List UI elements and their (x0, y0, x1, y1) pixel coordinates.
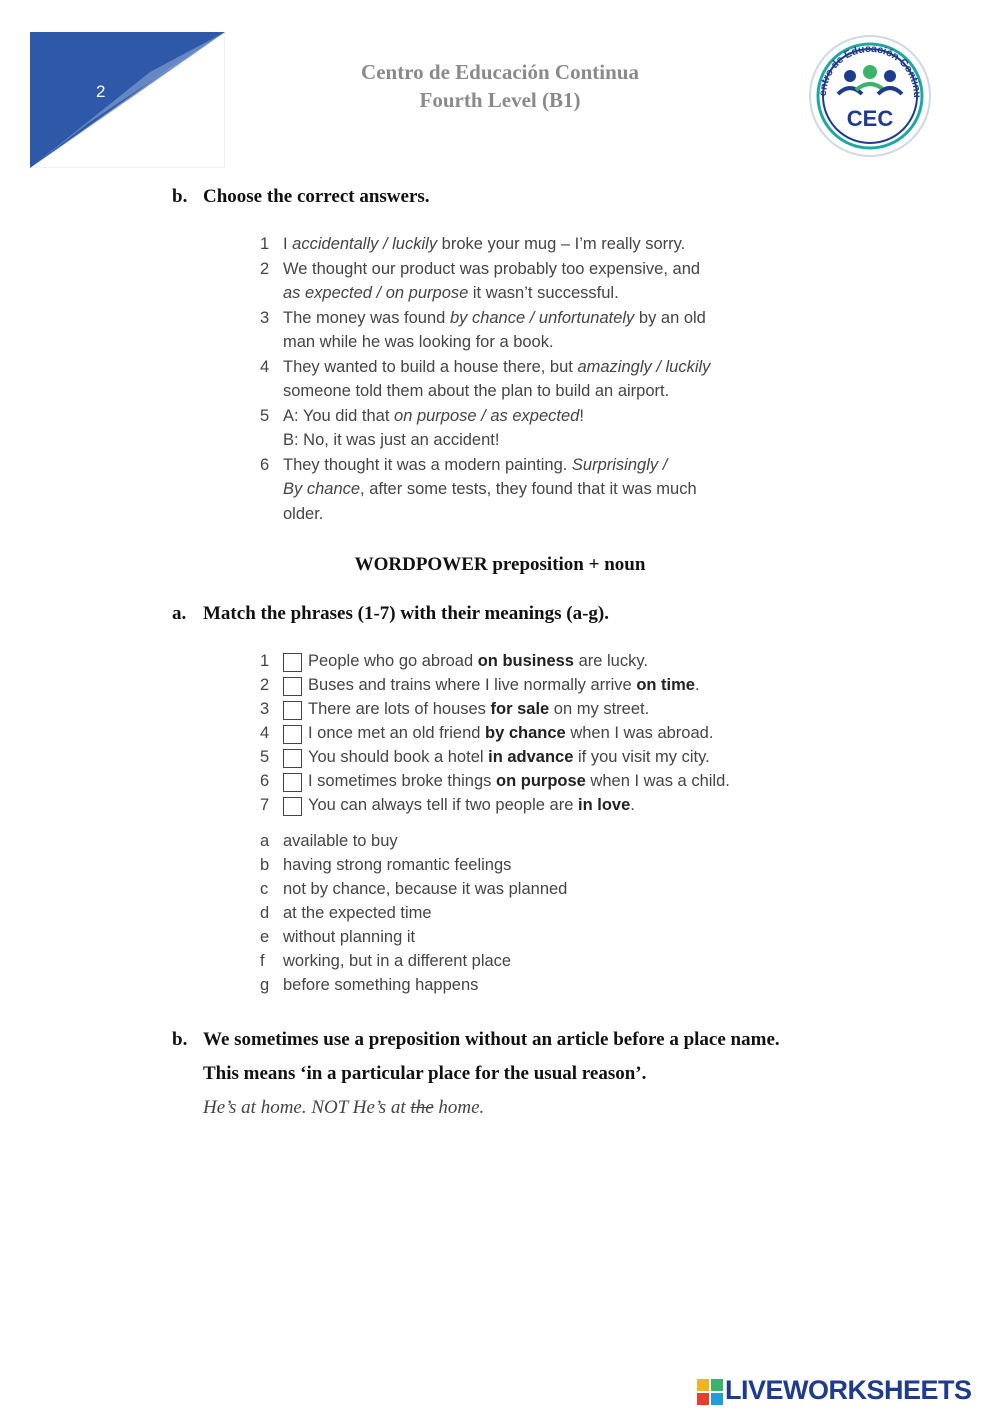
header-title-line2: Fourth Level (B1) (419, 88, 581, 112)
section-b2-line2: This means ‘in a particular place for the usual reason’. (203, 1063, 647, 1084)
page-number: 2 (96, 82, 106, 101)
answer-line (283, 358, 710, 377)
section-b1-letter: b. (172, 186, 188, 207)
meaning-letter: e (260, 928, 270, 946)
phrase-number: 3 (260, 700, 270, 718)
choice-options[interactable]: By chance (283, 480, 361, 498)
answer-checkbox[interactable] (283, 725, 302, 744)
phrase-after: if you visit my city. (573, 748, 710, 766)
phrase-keyword: on purpose (496, 772, 586, 790)
header-title-line1: Centro de Educación Continua (361, 60, 639, 84)
plain-text: We thought our product was probably too expensive, and (283, 259, 701, 278)
phrase-number: 1 (260, 652, 270, 670)
section-b2-letter: b. (172, 1029, 188, 1050)
meaning-letter: g (260, 976, 270, 994)
phrase-text (308, 724, 713, 743)
choice-options[interactable]: accidentally / luckily (292, 235, 438, 253)
meaning-letter: b (260, 856, 270, 874)
plain-text: A: You did that (283, 406, 395, 425)
item-number: 1 (260, 235, 270, 253)
logo-initials: CEC (846, 106, 894, 131)
phrase-after: when I was abroad. (565, 724, 714, 742)
answer-checkbox[interactable] (283, 701, 302, 720)
phrase-text (308, 700, 649, 719)
wordpower-title: WORDPOWER preposition + noun (354, 554, 646, 575)
phrase-text (308, 676, 700, 695)
choice-options[interactable]: amazingly / luckily (577, 357, 711, 376)
phrase-after: are lucky. (574, 652, 648, 670)
phrase-before: There are lots of houses (308, 700, 491, 718)
example-after: home. (433, 1097, 485, 1118)
logo-ring-text: entro de Educación Continu (816, 42, 924, 99)
plain-text: , after some tests, they found that it was much (360, 480, 697, 498)
phrase-text (308, 748, 710, 767)
phrase-text (308, 772, 730, 791)
answer-checkbox[interactable] (283, 773, 302, 792)
item-number: 2 (260, 259, 270, 278)
phrase-text (308, 652, 648, 671)
liveworksheets-brand (697, 1377, 997, 1407)
choice-options[interactable]: on purpose / as expected (394, 406, 580, 425)
phrase-after: . (630, 796, 635, 814)
cec-logo (808, 34, 932, 158)
phrase-number: 6 (260, 772, 270, 790)
item-number: 3 (260, 308, 270, 327)
choice-options[interactable]: Surprisingly / (571, 455, 668, 474)
section-b2-line1: We sometimes use a preposition without an article before a place name. (203, 1029, 780, 1050)
meaning-text: available to buy (283, 832, 398, 850)
page-badge (30, 32, 225, 168)
phrase-number: 5 (260, 748, 270, 766)
answer-line (283, 505, 323, 524)
plain-text: They wanted to build a house there, but (283, 357, 578, 376)
item-number: 4 (260, 357, 270, 376)
phrase-before: I once met an old friend (308, 724, 486, 742)
phrase-keyword: in love (577, 796, 631, 814)
phrase-keyword: on business (477, 652, 574, 670)
phrase-keyword: by chance (485, 724, 566, 742)
answer-checkbox[interactable] (283, 677, 302, 696)
answer-checkbox[interactable] (283, 797, 302, 816)
section-a-title: Match the phrases (1-7) with their meanings (a-g). (203, 603, 609, 624)
phrase-before: People who go abroad (308, 652, 478, 670)
example-sentence (203, 1097, 484, 1119)
plain-text: someone told them about the plan to build an airport. (283, 382, 670, 400)
liveworksheets-icon (697, 1379, 723, 1405)
meaning-letter: f (260, 952, 265, 970)
phrase-keyword: for sale (490, 700, 550, 718)
choice-options[interactable]: as expected / on purpose (283, 284, 469, 302)
section-b1-title: Choose the correct answers. (203, 186, 430, 207)
answer-line (283, 480, 697, 499)
phrase-number: 7 (260, 796, 270, 814)
phrase-after: on my street. (549, 700, 650, 718)
answer-line (283, 431, 499, 450)
answer-checkbox[interactable] (283, 749, 302, 768)
plain-text: B: No, it was just an accident! (283, 431, 500, 449)
meaning-text: having strong romantic feelings (283, 856, 512, 874)
meaning-text: at the expected time (283, 904, 432, 922)
plain-text: older. (283, 504, 324, 523)
answer-line (283, 407, 584, 426)
meaning-letter: d (260, 904, 270, 922)
example-struck: the (410, 1097, 434, 1118)
answer-line (283, 382, 669, 401)
phrase-text (308, 796, 635, 815)
plain-text: man while he was looking for a book. (283, 333, 554, 351)
plain-text: The money was found (283, 308, 450, 327)
phrase-before: Buses and trains where I live normally arrive (308, 676, 637, 694)
plain-text: it wasn’t successful. (468, 284, 619, 302)
meaning-letter: c (260, 880, 269, 898)
answer-line (283, 284, 619, 303)
answer-line (283, 309, 706, 328)
phrase-after: . (694, 676, 700, 694)
answer-line (283, 235, 685, 254)
meaning-text: working, but in a different place (283, 952, 512, 970)
liveworksheets-text: LIVEWORKSHEETS (725, 1375, 972, 1405)
example-before: He’s at home. NOT He’s at (203, 1097, 411, 1118)
item-number: 5 (260, 406, 270, 425)
phrase-number: 2 (260, 676, 270, 694)
plain-text: by an old (634, 308, 706, 327)
phrase-keyword: on time (636, 676, 695, 694)
answer-line (283, 456, 667, 475)
phrase-number: 4 (260, 724, 270, 742)
plain-text: They thought it was a modern painting. (283, 455, 572, 474)
item-number: 6 (260, 455, 270, 474)
phrase-before: I sometimes broke things (308, 772, 496, 790)
meaning-text: not by chance, because it was planned (283, 880, 568, 898)
plain-text: broke your mug – I’m really sorry. (437, 235, 686, 253)
section-a-letter: a. (172, 603, 187, 624)
plain-text: I (283, 235, 293, 253)
answer-line (283, 333, 554, 352)
answer-line (283, 260, 700, 279)
phrase-before: You can always tell if two people are (308, 796, 578, 814)
meaning-text: before something happens (283, 976, 479, 994)
meaning-letter: a (260, 832, 270, 850)
phrase-before: You should book a hotel (308, 748, 489, 766)
plain-text: ! (579, 406, 584, 425)
answer-checkbox[interactable] (283, 653, 302, 672)
meaning-text: without planning it (283, 928, 416, 946)
phrase-after: when I was a child. (585, 772, 730, 790)
choice-options[interactable]: by chance / unfortunately (449, 308, 635, 327)
phrase-keyword: in advance (488, 748, 574, 766)
